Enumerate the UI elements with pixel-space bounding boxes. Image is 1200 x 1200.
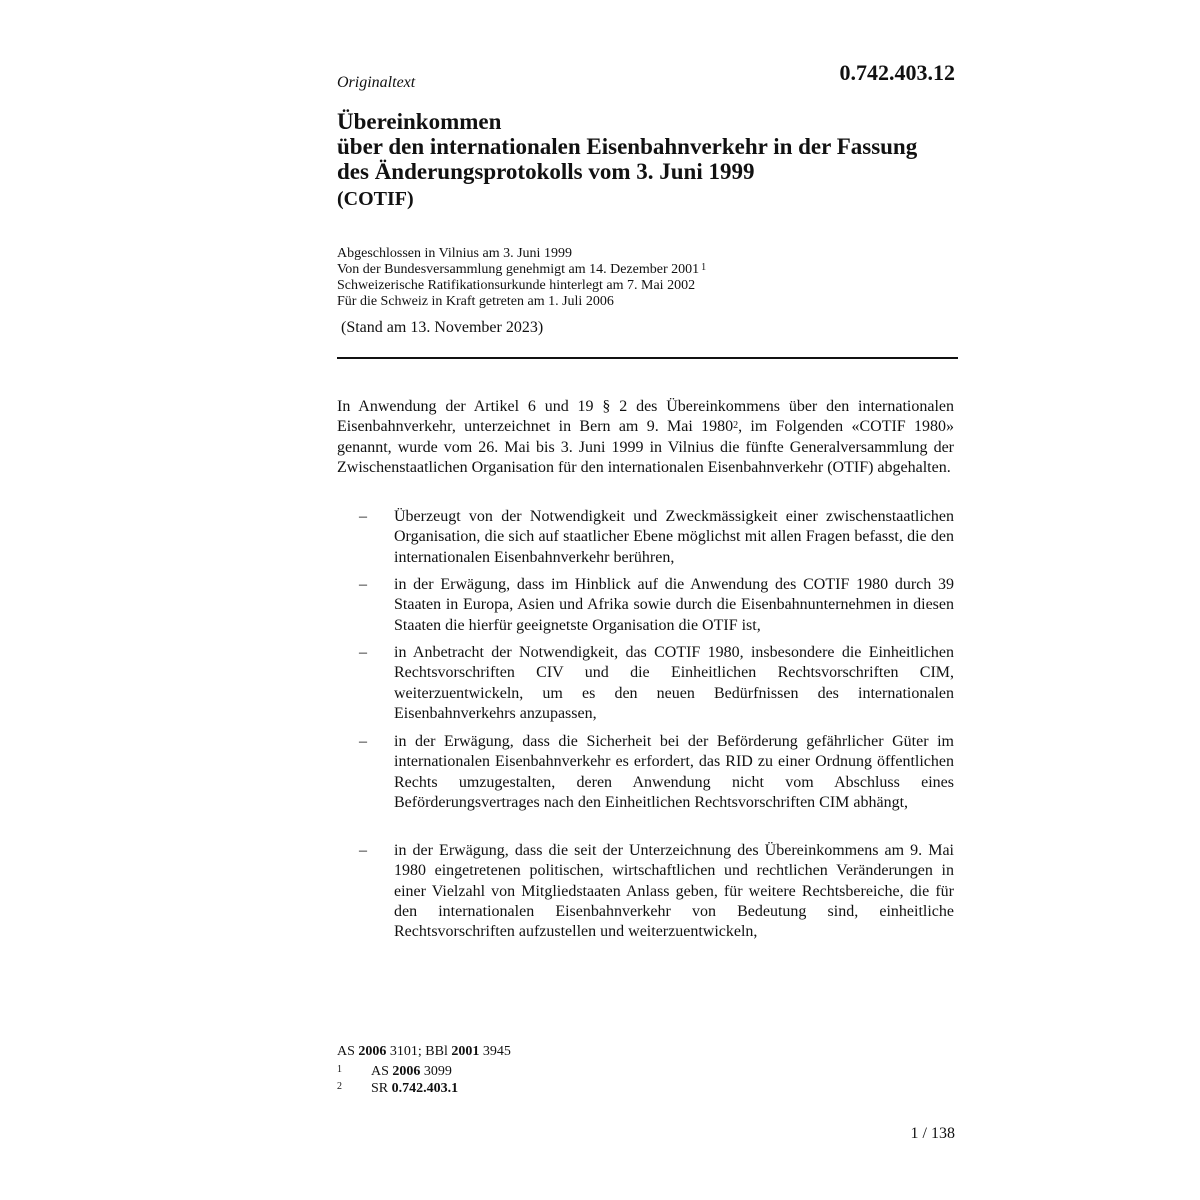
as-prefix: AS xyxy=(337,1044,359,1059)
as-year: 2006 xyxy=(358,1044,387,1059)
preamble-text-2: , im Folgenden «COTIF 1980» genannt, wurde vom 26. Mai bis 3. Juni 1999 in Vilnius die fünfte Generalversammlung der Zwischenstaatlichen Organisation für den internationalen Eisenbahnverkehr (OTIF) abgehalten. xyxy=(337,418,955,476)
footnote-page: 3099 xyxy=(420,1064,452,1079)
list-item xyxy=(337,575,954,636)
title-line-1: Übereinkommen xyxy=(337,109,502,134)
title-line-2: über den internationalen Eisenbahnverkehr in der Fassung xyxy=(337,134,918,159)
approved-text: Von der Bundesversammlung genehmigt am 14. Dezember 2001 xyxy=(337,262,700,277)
footnote-number: 1 xyxy=(337,1064,342,1075)
in-force-date: Für die Schweiz in Kraft getreten am 1. Juli 2006 xyxy=(337,294,614,309)
list-item-text: Überzeugt von der Notwendigkeit und Zweckmässigkeit einer zwischenstaatlichen Organisation, die sich auf staatlicher Ebene möglichst mit allen Fragen befasst, die den internationalen Eisenbahnverkehr berühren, xyxy=(394,508,954,566)
bbl-year: 2001 xyxy=(451,1044,480,1059)
list-item xyxy=(337,507,954,568)
dash-bullet: – xyxy=(359,508,367,525)
footnote-number: 2 xyxy=(337,1081,342,1092)
list-item xyxy=(337,732,954,813)
footnote-ref-1[interactable]: 1 xyxy=(701,262,707,273)
footnote-sr-reference: 0.742.403.1 xyxy=(391,1081,459,1096)
list-item xyxy=(337,643,954,724)
dash-bullet: – xyxy=(359,842,367,859)
page-number: 1 / 138 xyxy=(910,1125,955,1142)
list-item-text: in der Erwägung, dass im Hinblick auf die Anwendung des COTIF 1980 durch 39 Staaten in Europa, Asien und Afrika sowie durch die Eisenbahnunternehmen in diesen Staaten die hierfür geeignetste Organisation die OTIF ist, xyxy=(394,576,954,634)
dash-bullet: – xyxy=(359,733,367,750)
as-page: 3101; BBl xyxy=(386,1044,452,1059)
footnote-text xyxy=(371,1081,458,1097)
publication-reference xyxy=(337,1043,511,1060)
approved-date xyxy=(337,262,706,278)
list-item-text: in Anbetracht der Notwendigkeit, das COTIF 1980, insbesondere die Einheitlichen Rechtsvorschriften CIV und die Einheitlichen Rechtsvorschriften CIM, weiterzuentwickeln, um es den neuen Bedürfnissen des internationalen Eisenbahnverkehrs anzupassen, xyxy=(394,644,954,722)
list-item-text: in der Erwägung, dass die seit der Unterzeichnung des Übereinkommens am 9. Mai 1980 eingetretenen politischen, wirtschaftlichen und rechtlichen Veränderungen in einer Vielzahl von Mitgliedstaaten Anlass geben, für weitere Rechtsbereiche, die für den internationalen Eisenbahnverkehr von Bedeutung sind, einheitliche Rechtsvorschriften aufzustellen und weiterzuentwickeln, xyxy=(394,842,954,941)
title-line-3: des Änderungsprotokolls vom 3. Juni 1999 xyxy=(337,159,755,184)
preamble-text-1: In Anwendung der Artikel 6 und 19 § 2 des Übereinkommens über den internationalen Eisenbahnverkehr, unterzeichnet in Bern am 9. Mai 1980 xyxy=(337,398,954,436)
footnote-text xyxy=(371,1064,452,1080)
status-date: (Stand am 13. November 2023) xyxy=(341,319,544,336)
dash-bullet: – xyxy=(359,644,367,661)
list-item xyxy=(337,841,954,942)
sr-number: 0.742.403.12 xyxy=(839,60,955,85)
footnote-year: 2006 xyxy=(392,1064,421,1079)
enactment-metadata xyxy=(337,246,706,310)
bbl-page: 3945 xyxy=(479,1044,511,1059)
ratified-date: Schweizerische Ratifikationsurkunde hinterlegt am 7. Mai 2002 xyxy=(337,278,696,293)
dash-bullet: – xyxy=(359,576,367,593)
footnote-prefix: SR xyxy=(371,1081,392,1096)
header-divider xyxy=(337,357,958,359)
list-item-text: in der Erwägung, dass die Sicherheit bei der Beförderung gefährlicher Güter im internationalen Eisenbahnverkehr es erfordert, das RID zu einer Ordnung öffentlichen Rechts umzugestalten, deren Anwendung nicht vom Abschluss eines Beförderungsvertrages nach den Einheitlichen Rechtsvorschriften CIM abhängt, xyxy=(394,733,954,811)
footnote-prefix: AS xyxy=(371,1064,393,1079)
footnote-ref-2[interactable]: 2 xyxy=(733,420,739,432)
original-text-label: Originaltext xyxy=(337,74,416,91)
concluded-date: Abgeschlossen in Vilnius am 3. Juni 1999 xyxy=(337,246,572,261)
document-title xyxy=(337,109,977,184)
preamble-paragraph xyxy=(337,397,954,478)
short-title: (COTIF) xyxy=(337,188,414,210)
